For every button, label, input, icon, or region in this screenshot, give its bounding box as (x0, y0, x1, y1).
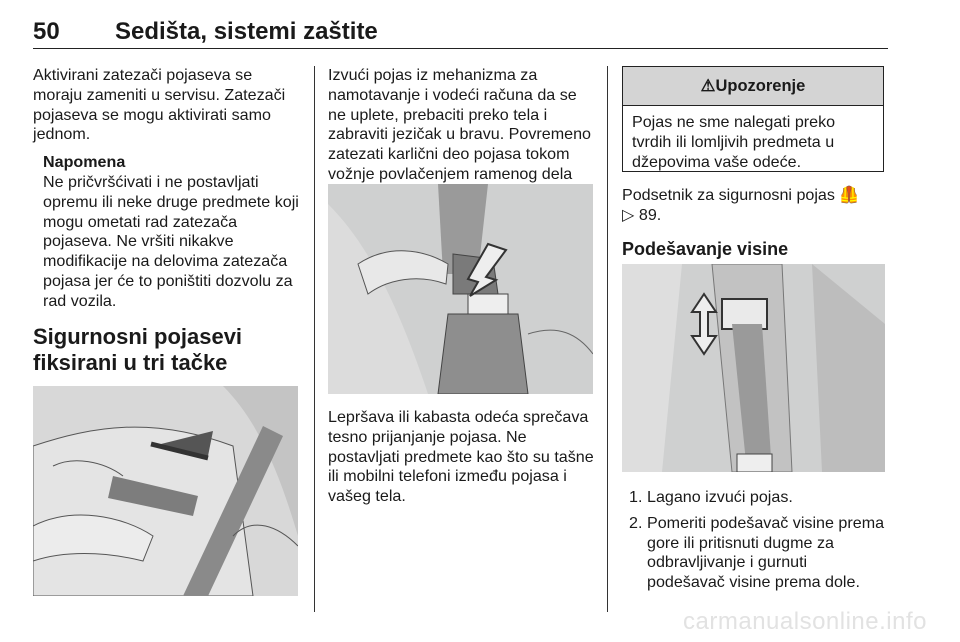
warning-text: Pojas ne sme nalegati preko tvrdih ili lomljivih predmeta u džepovima vaše odeće. (632, 113, 836, 171)
page-title: Sedišta, sistemi zaštite (115, 18, 378, 45)
reminder-page-ref: 89. (638, 205, 662, 224)
buckling-illustration-drawing (33, 386, 298, 596)
warning-header (623, 67, 883, 106)
section-heading: Sigurnosni pojasevi fiksirani u tri tačke (33, 323, 243, 375)
intro-paragraph: Aktivirani zatezači pojaseva se moraju zameniti u servisu. Zatezači pojaseva se mogu aktivirati samo jednom. (33, 66, 286, 144)
column-divider-1 (314, 66, 315, 612)
steps-list (622, 488, 887, 593)
reminder-text: Podsetnik za sigurnosni pojas (622, 186, 835, 204)
clothing-paragraph: Lepršava ili kabasta odeća sprečava tesno prijanjanje pojasa. Ne postavljati predmete kao što su tašne ili mobilni telefoni između pojasa i vašeg tela. (328, 408, 594, 506)
watermark: carmanualsonline.info (683, 608, 927, 635)
column-divider-2 (607, 66, 608, 612)
list-item: 2. Pomeriti podešavač visine prema gore ili pritisnuti dugme za odbravljivanje i gurnuti podešavač visine prema dole. (629, 513, 885, 592)
height-adjuster-illustration (622, 264, 885, 472)
warning-triangle-icon: ⚠ (700, 77, 716, 95)
buckle-illustration-drawing (328, 184, 593, 394)
warning-box (622, 66, 884, 172)
note-title: Napomena (43, 153, 126, 172)
warning-title: Upozorenje (715, 77, 806, 95)
page-number: 50 (33, 18, 60, 45)
height-adjustment-heading: Podešavanje visine (622, 238, 789, 259)
height-adjuster-illustration-drawing (622, 264, 885, 472)
buckle-illustration (328, 184, 593, 394)
column-1 (33, 66, 301, 412)
note-text: Ne pričvršćivati i ne postavljati opremu ili neke druge predmete koji mogu ometati rad zatezača pojaseva. Ne vršiti nikakve modifikacije na delovima zatezača pojasa jer će to poništiti dozvolu za rad vozila. (43, 172, 299, 310)
reminder-line (622, 186, 887, 226)
page-reference-icon: ▷ (622, 205, 635, 224)
fastening-paragraph: Izvući pojas iz mehanizma za namotavanje i vodeći računa da se ne uplete, prebaciti preko tela i zabraviti jezičak u bravu. Povremeno zatezati karlični deo pojasa tokom vožnje povlačenjem ramenog dela (328, 66, 591, 183)
list-item: 1. Lagano izvući pojas. (629, 488, 793, 506)
column-3 (622, 186, 887, 260)
note-block (43, 153, 301, 311)
column-2-lower (328, 408, 596, 507)
buckling-illustration (33, 386, 298, 596)
seatbelt-icon: 🦺 (839, 186, 860, 204)
column-3-lower (622, 488, 887, 599)
page-header (33, 12, 888, 49)
